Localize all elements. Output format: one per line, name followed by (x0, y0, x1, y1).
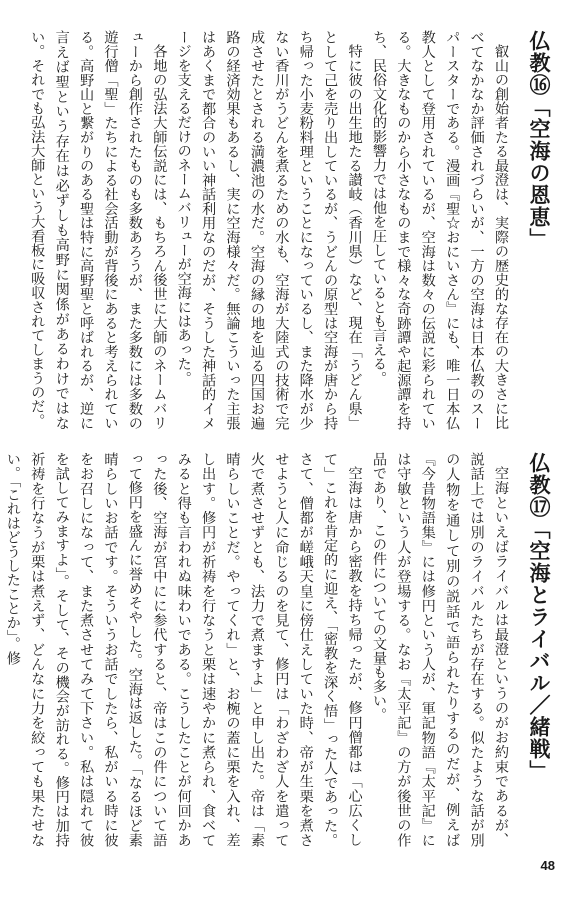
section-17-paragraph: 空海は唐から密教を持ち帰ったが、修円僧都は「心広くして」これを肯定的に迎え、「密教を深く悟」った人であった。さて、僧都が嵯峨天皇に傍仕えしていた時、帝が生栗を煮させようと人に命じるのを見て、修円は「わざわざ人を遣って火で煮させずとも、法力で煮ますよ」と申し出た。帝は「素晴らしいことだ。やってくれ」と、お椀の蓋に栗を入れ、差し出す。修円が祈祷を行なうと栗は速やかに煮られ、食べてみると得も言われぬ味わいである。こうしたことが何回かあった後、空海が宮中にに参代すると、帝はこの件について語って修円を盛んに誉めそやした。空海は返した。「なるほど素晴らしいお話です。そういうお話でしたら、私がいる時に彼をお召しになって、また煮させてみて下さい。私は隠れて彼を試してみますよ」。そして、その機会が訪れる。修円は加持祈祷を行なうが栗は煮えず、どんなに力を絞っても果たせない。「これはどうしたことか」。修 (4, 452, 363, 847)
section-16-body (28, 30, 513, 430)
section-16-paragraph: 特に彼の出生地たる讃岐（香川県）など、現在「うどん県」として己を売り出しているが、うどんの原型は空海が唐から持ち帰った小麦粉料理ということになっているし、また降水が少ない香川がうどんを煮るための水も、空海が大陸式の技術で完成させたとされる満濃池の水だ。空海の縁の地を辿る四国お遍路の経済効果もあるし、実に空海様々だ。無論こういった主張はあくまで都合のいい神話利用なのだが、そうした神話的イメージを支えるだけのネームバリューが空海にはあった。 (175, 30, 363, 430)
section-16-paragraph: 叡山の創始者たる最澄は、実際の歴史的な存在の大きさに比べてなかなか評価されづらいが、一方の空海は日本仏教のスーパースターである。漫画『聖☆おにいさん』にも、唯一日本仏教人として登用されているが、空海は数々の伝説に彩られている。大きなものから小さなものまで様々な奇跡譚や起源譚を持ち、民俗文化的影響力では他を圧しているとも言える。 (370, 30, 509, 430)
section-17-title: 仏教⑰「空海とライバル／緒戦」 (527, 452, 551, 782)
section-16 (28, 30, 553, 430)
section-16-title: 仏教⑯「空海の恩恵」 (527, 30, 551, 250)
section-17 (4, 452, 553, 847)
section-17-body (4, 452, 513, 847)
section-17-paragraph: 空海といえばライバルは最澄というのがお約束であるが、説話上では別のライバルたちが存在する。似たような話が別の人物を通して別の説話で語られたりするのだが、例えば『今昔物語集』には修円という人が、軍記物語『太平記』には守敏という人が登場する。なお『太平記』の方が後世の作品であり、この件についての文量も多い。 (370, 452, 509, 847)
page-number: 48 (540, 858, 555, 873)
section-16-paragraph: 各地の弘法大師伝説には、もちろん後世に大師のネームバリューから創作されたものも多数あろうが、また多数には多数の遊行僧「聖」たちによる社会活動が背後にあると考えられている。高野山と繋がりのある聖は特に高野聖と呼ばれるが、逆に言えば聖という存在は必ずしも高野に関係があるわけではない。それでも弘法大師という大看板に吸収されてしまうのだ。 (29, 30, 168, 430)
